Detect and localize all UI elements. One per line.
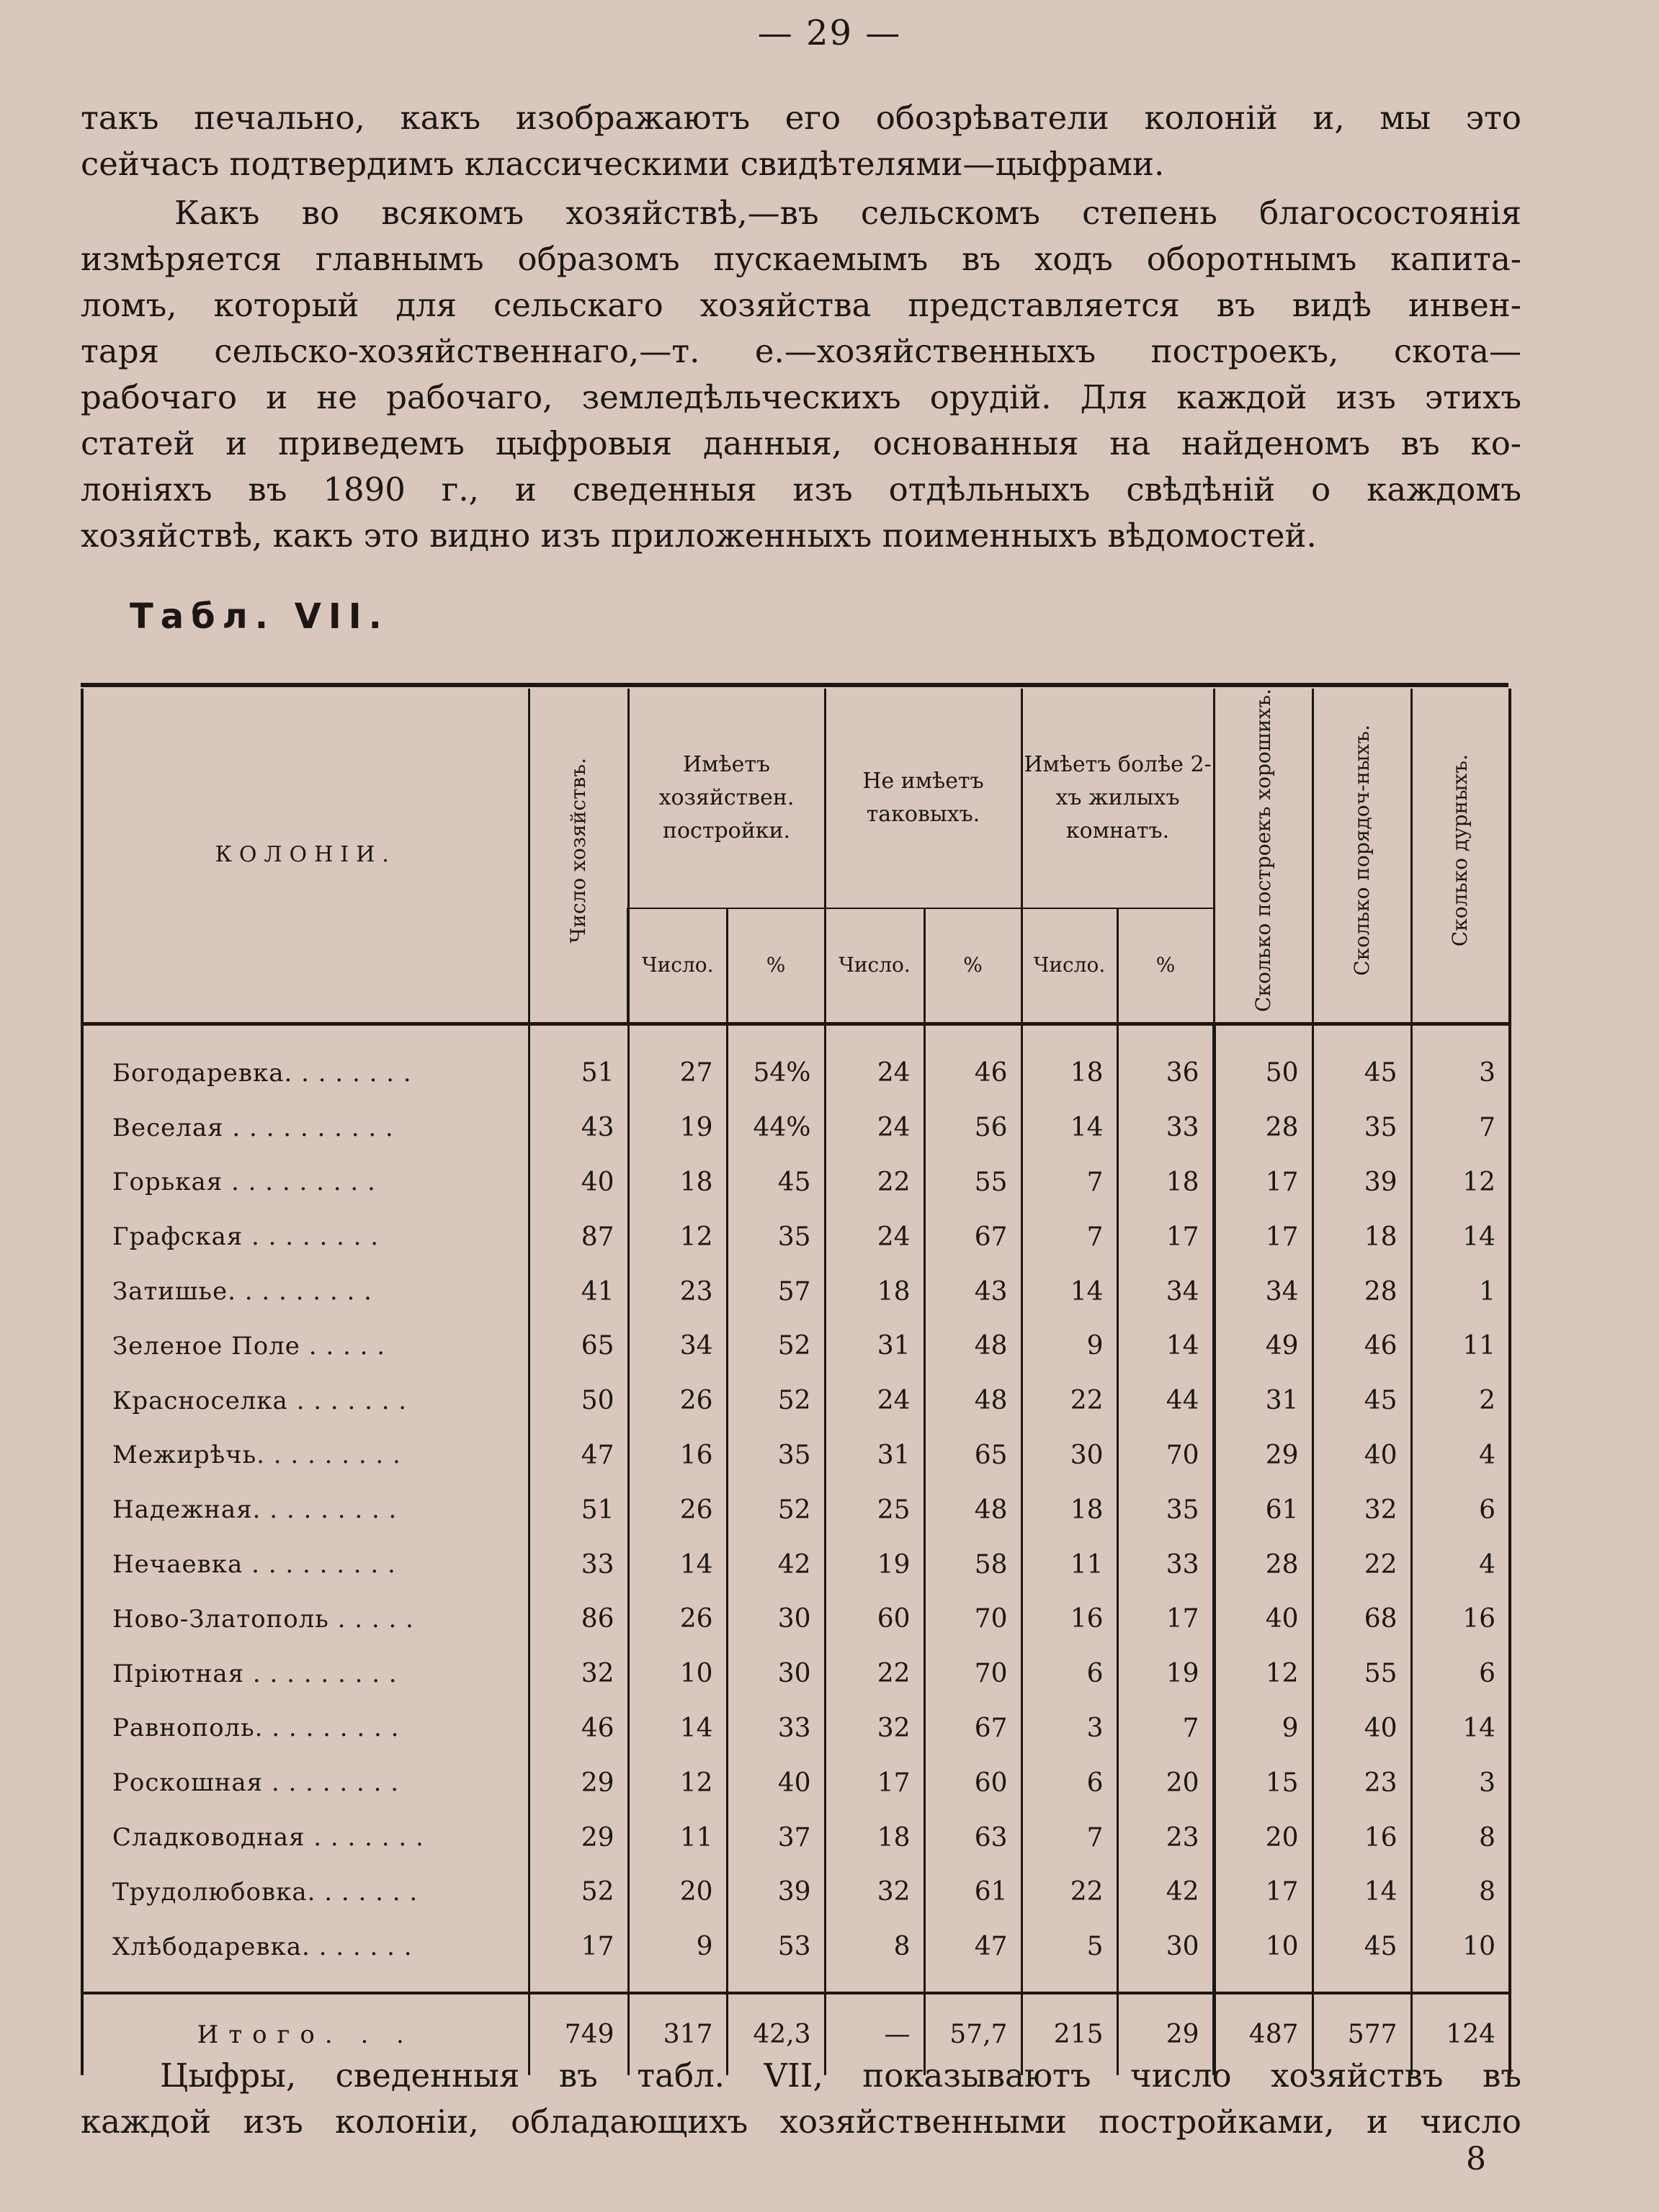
table-cell: 15 bbox=[1214, 1755, 1313, 1810]
table-cell: 41 bbox=[529, 1264, 628, 1319]
table-cell: 43 bbox=[924, 1264, 1021, 1319]
table-cell: 3 bbox=[1411, 1024, 1510, 1100]
table-cell: 31 bbox=[825, 1319, 924, 1374]
table-cell: 8 bbox=[1411, 1865, 1510, 1920]
table-cell: 45 bbox=[1313, 1374, 1411, 1428]
sub-percent-header: % bbox=[1117, 908, 1214, 1024]
table-cell: 23 bbox=[1313, 1755, 1411, 1810]
table-cell: 22 bbox=[825, 1647, 924, 1701]
sub-percent-header: % bbox=[727, 908, 825, 1024]
statistics-table bbox=[81, 689, 1511, 2075]
table-cell: 12 bbox=[628, 1209, 727, 1264]
table-cell: 70 bbox=[1117, 1428, 1214, 1483]
table-cell: 65 bbox=[924, 1428, 1021, 1483]
colony-name: Веселая . . . . . . . . . . bbox=[82, 1101, 529, 1155]
table-cell: 32 bbox=[529, 1647, 628, 1701]
table-cell: 17 bbox=[1117, 1592, 1214, 1647]
table-cell: 46 bbox=[1313, 1319, 1411, 1374]
table-cell: 22 bbox=[825, 1155, 924, 1210]
table-cell: 54% bbox=[727, 1024, 825, 1100]
table-cell: 48 bbox=[924, 1482, 1021, 1537]
table-cell: 58 bbox=[924, 1537, 1021, 1592]
table-cell: 14 bbox=[1021, 1101, 1117, 1155]
table-cell: 12 bbox=[1411, 1155, 1510, 1210]
table-cell: 14 bbox=[1313, 1865, 1411, 1920]
table-cell: 45 bbox=[1313, 1024, 1411, 1100]
table-cell: 2 bbox=[1411, 1374, 1510, 1428]
table-cell: 20 bbox=[1214, 1810, 1313, 1865]
table-cell: 30 bbox=[1021, 1428, 1117, 1483]
table-cell: 49 bbox=[1214, 1319, 1313, 1374]
colony-name: Богодаревка. . . . . . . . bbox=[82, 1024, 529, 1100]
table-cell: — bbox=[825, 1993, 924, 2075]
table-cell: 35 bbox=[727, 1209, 825, 1264]
table-cell: 36 bbox=[1117, 1024, 1214, 1100]
table-cell: 17 bbox=[1214, 1865, 1313, 1920]
table-cell: 22 bbox=[1021, 1374, 1117, 1428]
table-cell: 33 bbox=[1117, 1537, 1214, 1592]
table-cell: 43 bbox=[529, 1101, 628, 1155]
table-cell: 17 bbox=[1117, 1209, 1214, 1264]
table-cell: 7 bbox=[1411, 1101, 1510, 1155]
table-row bbox=[82, 1374, 1510, 1428]
table-cell: 47 bbox=[924, 1920, 1021, 1993]
colony-name: Зеленое Поле . . . . . bbox=[82, 1319, 529, 1374]
table-cell: 14 bbox=[1411, 1209, 1510, 1264]
table-cell: 46 bbox=[924, 1024, 1021, 1100]
table-cell: 52 bbox=[727, 1319, 825, 1374]
table-cell: 28 bbox=[1214, 1537, 1313, 1592]
households-header-text: Число хозяйствъ. bbox=[565, 757, 590, 944]
text-line: Цыфры, сведенныя въ табл. VII, показываютъ число хозяйствъ въ bbox=[160, 2056, 1521, 2095]
table-cell: 19 bbox=[1117, 1647, 1214, 1701]
table-cell: 18 bbox=[628, 1155, 727, 1210]
table-cell: 33 bbox=[727, 1701, 825, 1756]
more-rooms-header: Имѣетъ болѣе 2-хъ жилыхъ комнатъ. bbox=[1021, 689, 1214, 908]
table-cell: 8 bbox=[1411, 1810, 1510, 1865]
table-cell: 68 bbox=[1313, 1592, 1411, 1647]
table-cell: 20 bbox=[1117, 1755, 1214, 1810]
table-cell: 35 bbox=[1117, 1482, 1214, 1537]
table-cell: 34 bbox=[628, 1319, 727, 1374]
table-cell: 16 bbox=[1313, 1810, 1411, 1865]
table-cell: 6 bbox=[1411, 1647, 1510, 1701]
table-cell: 67 bbox=[924, 1209, 1021, 1264]
table-cell: 487 bbox=[1214, 1993, 1313, 2075]
statistics-table-container bbox=[81, 683, 1508, 2050]
table-row bbox=[82, 1209, 1510, 1264]
table-cell: 51 bbox=[529, 1482, 628, 1537]
table-cell: 26 bbox=[628, 1592, 727, 1647]
table-cell: 11 bbox=[628, 1810, 727, 1865]
table-cell: 14 bbox=[628, 1701, 727, 1756]
table-cell: 3 bbox=[1411, 1755, 1510, 1810]
colony-name: Межирѣчь. . . . . . . . . bbox=[82, 1428, 529, 1483]
table-cell: 14 bbox=[1021, 1264, 1117, 1319]
table-row bbox=[82, 1810, 1510, 1865]
table-cell: 61 bbox=[1214, 1482, 1313, 1537]
table-cell: 749 bbox=[529, 1993, 628, 2075]
table-cell: 86 bbox=[529, 1592, 628, 1647]
table-cell: 20 bbox=[628, 1865, 727, 1920]
table-cell: 32 bbox=[825, 1701, 924, 1756]
table-cell: 14 bbox=[628, 1537, 727, 1592]
text-line: рабочаго и не рабочаго, земледѣльческихъ орудій. Для каждой изъ этихъ bbox=[81, 378, 1521, 416]
table-cell: 9 bbox=[1021, 1319, 1117, 1374]
text-line: каждой изъ колоніи, обладающихъ хозяйственными постройками, и число bbox=[81, 2103, 1521, 2141]
bad-buildings-header bbox=[1411, 689, 1510, 1024]
colony-name: Роскошная . . . . . . . . bbox=[82, 1755, 529, 1810]
table-row bbox=[82, 1319, 1510, 1374]
table-cell: 7 bbox=[1021, 1810, 1117, 1865]
text-line: хозяйствѣ, какъ это видно изъ приложенныхъ поименныхъ вѣдомостей. bbox=[81, 516, 1317, 555]
colony-name: Надежная. . . . . . . . . bbox=[82, 1482, 529, 1537]
table-cell: 11 bbox=[1411, 1319, 1510, 1374]
table-cell: 17 bbox=[529, 1920, 628, 1993]
table-row bbox=[82, 1865, 1510, 1920]
table-cell: 50 bbox=[1214, 1024, 1313, 1100]
table-cell: 16 bbox=[628, 1428, 727, 1483]
not-have-header: Не имѣетъ таковыхъ. bbox=[825, 689, 1021, 908]
table-cell: 18 bbox=[1021, 1482, 1117, 1537]
table-cell: 29 bbox=[1117, 1993, 1214, 2075]
table-cell: 17 bbox=[825, 1755, 924, 1810]
decent-buildings-header-text: Сколько порядоч-ныхъ. bbox=[1349, 725, 1374, 976]
table-cell: 87 bbox=[529, 1209, 628, 1264]
table-cell: 11 bbox=[1021, 1537, 1117, 1592]
table-cell: 22 bbox=[1313, 1537, 1411, 1592]
bad-buildings-header-text: Сколько дурныхъ. bbox=[1448, 753, 1472, 947]
colony-name: Сладководная . . . . . . . bbox=[82, 1810, 529, 1865]
table-cell: 44 bbox=[1117, 1374, 1214, 1428]
table-cell: 29 bbox=[529, 1810, 628, 1865]
table-cell: 67 bbox=[924, 1701, 1021, 1756]
table-cell: 27 bbox=[628, 1024, 727, 1100]
table-cell: 31 bbox=[1214, 1374, 1313, 1428]
table-cell: 24 bbox=[825, 1374, 924, 1428]
table-cell: 52 bbox=[529, 1865, 628, 1920]
table-cell: 7 bbox=[1117, 1701, 1214, 1756]
table-cell: 42 bbox=[1117, 1865, 1214, 1920]
table-cell: 34 bbox=[1117, 1264, 1214, 1319]
table-cell: 63 bbox=[924, 1810, 1021, 1865]
table-cell: 14 bbox=[1117, 1319, 1214, 1374]
text-line: такъ печально, какъ изображаютъ его обозрѣватели колоній и, мы это bbox=[81, 99, 1521, 137]
table-cell: 577 bbox=[1313, 1993, 1411, 2075]
table-cell: 40 bbox=[529, 1155, 628, 1210]
table-cell: 16 bbox=[1411, 1592, 1510, 1647]
table-cell: 33 bbox=[1117, 1101, 1214, 1155]
table-cell: 17 bbox=[1214, 1155, 1313, 1210]
table-cell: 45 bbox=[1313, 1920, 1411, 1993]
table-cell: 12 bbox=[1214, 1647, 1313, 1701]
text-line: статей и приведемъ цыфровыя данныя, основанныя на найденомъ въ ко- bbox=[81, 424, 1521, 462]
table-cell: 9 bbox=[628, 1920, 727, 1993]
colony-name: Ново-Златополь . . . . . bbox=[82, 1592, 529, 1647]
text-line: таря сельско-хозяйственнаго,—т. е.—хозяйственныхъ построекъ, скота— bbox=[81, 332, 1521, 370]
table-cell: 51 bbox=[529, 1024, 628, 1100]
table-cell: 18 bbox=[1117, 1155, 1214, 1210]
table-cell: 47 bbox=[529, 1428, 628, 1483]
table-cell: 12 bbox=[628, 1755, 727, 1810]
table-top-rule bbox=[81, 683, 1508, 687]
body-paragraph bbox=[81, 190, 1521, 559]
table-cell: 24 bbox=[825, 1101, 924, 1155]
table-cell: 6 bbox=[1411, 1482, 1510, 1537]
good-buildings-header-text: Сколько построекъ хорошихъ. bbox=[1251, 689, 1275, 1012]
table-row bbox=[82, 1155, 1510, 1210]
table-cell: 70 bbox=[924, 1592, 1021, 1647]
colony-name: Горькая . . . . . . . . . bbox=[82, 1155, 529, 1210]
table-cell: 124 bbox=[1411, 1993, 1510, 2075]
colony-name: Затишье. . . . . . . . . bbox=[82, 1264, 529, 1319]
table-header bbox=[82, 689, 1510, 1024]
table-cell: 9 bbox=[1214, 1701, 1313, 1756]
table-cell: 23 bbox=[628, 1264, 727, 1319]
table-cell: 35 bbox=[1313, 1101, 1411, 1155]
table-cell: 57,7 bbox=[924, 1993, 1021, 2075]
signature-mark: 8 bbox=[1466, 2141, 1486, 2177]
table-cell: 53 bbox=[727, 1920, 825, 1993]
table-cell: 30 bbox=[727, 1592, 825, 1647]
table-cell: 5 bbox=[1021, 1920, 1117, 1993]
table-cell: 32 bbox=[1313, 1482, 1411, 1537]
good-buildings-header bbox=[1214, 689, 1313, 1024]
table-cell: 6 bbox=[1021, 1647, 1117, 1701]
table-cell: 19 bbox=[628, 1101, 727, 1155]
table-cell: 25 bbox=[825, 1482, 924, 1537]
table-cell: 19 bbox=[825, 1537, 924, 1592]
table-body bbox=[82, 1024, 1510, 2074]
have-buildings-header: Имѣетъ хозяйствен. постройки. bbox=[628, 689, 825, 908]
table-cell: 40 bbox=[1214, 1592, 1313, 1647]
colony-name: Пріютная . . . . . . . . . bbox=[82, 1647, 529, 1701]
table-cell: 35 bbox=[727, 1428, 825, 1483]
table-cell: 39 bbox=[727, 1865, 825, 1920]
table-cell: 3 bbox=[1021, 1701, 1117, 1756]
table-cell: 52 bbox=[727, 1374, 825, 1428]
table-cell: 18 bbox=[1313, 1209, 1411, 1264]
table-cell: 317 bbox=[628, 1993, 727, 2075]
table-cell: 33 bbox=[529, 1537, 628, 1592]
table-cell: 30 bbox=[1117, 1920, 1214, 1993]
table-cell: 26 bbox=[628, 1374, 727, 1428]
table-cell: 4 bbox=[1411, 1537, 1510, 1592]
table-cell: 18 bbox=[825, 1264, 924, 1319]
decent-buildings-header bbox=[1313, 689, 1411, 1024]
table-row bbox=[82, 1537, 1510, 1592]
sub-number-header: Число. bbox=[825, 908, 924, 1024]
table-cell: 24 bbox=[825, 1024, 924, 1100]
table-cell: 57 bbox=[727, 1264, 825, 1319]
table-cell: 48 bbox=[924, 1319, 1021, 1374]
table-cell: 18 bbox=[1021, 1024, 1117, 1100]
colony-name: Графская . . . . . . . . bbox=[82, 1209, 529, 1264]
table-cell: 40 bbox=[1313, 1428, 1411, 1483]
table-cell: 17 bbox=[1214, 1209, 1313, 1264]
table-cell: 34 bbox=[1214, 1264, 1313, 1319]
table-row bbox=[82, 1428, 1510, 1483]
table-cell: 61 bbox=[924, 1865, 1021, 1920]
table-row bbox=[82, 1920, 1510, 1993]
table-cell: 48 bbox=[924, 1374, 1021, 1428]
text-line: измѣряется главнымъ образомъ пускаемымъ въ ходъ оборотнымъ капита- bbox=[81, 240, 1521, 278]
text-line: лоніяхъ въ 1890 г., и сведенныя изъ отдѣльныхъ свѣдѣній о каждомъ bbox=[81, 470, 1521, 509]
table-row bbox=[82, 1755, 1510, 1810]
table-cell: 10 bbox=[628, 1647, 727, 1701]
intro-paragraph bbox=[81, 95, 1521, 187]
table-cell: 24 bbox=[825, 1209, 924, 1264]
text-line: сейчасъ подтвердимъ классическими свидѣтелями—цыфрами. bbox=[81, 145, 1165, 183]
total-label: Итого. . . bbox=[82, 1993, 529, 2075]
table-cell: 14 bbox=[1411, 1701, 1510, 1756]
table-cell: 29 bbox=[1214, 1428, 1313, 1483]
table-cell: 40 bbox=[727, 1755, 825, 1810]
table-cell: 7 bbox=[1021, 1209, 1117, 1264]
table-cell: 4 bbox=[1411, 1428, 1510, 1483]
table-cell: 10 bbox=[1411, 1920, 1510, 1993]
colony-name: Хлѣбодаревка. . . . . . . bbox=[82, 1920, 529, 1993]
table-cell: 30 bbox=[727, 1647, 825, 1701]
table-cell: 55 bbox=[1313, 1647, 1411, 1701]
table-cell: 215 bbox=[1021, 1993, 1117, 2075]
text-line: Какъ во всякомъ хозяйствѣ,—въ сельскомъ степень благосостоянія bbox=[174, 194, 1521, 232]
table-cell: 50 bbox=[529, 1374, 628, 1428]
table-cell: 29 bbox=[529, 1755, 628, 1810]
table-cell: 60 bbox=[924, 1755, 1021, 1810]
table-row bbox=[82, 1647, 1510, 1701]
table-cell: 6 bbox=[1021, 1755, 1117, 1810]
table-row bbox=[82, 1101, 1510, 1155]
sub-number-header: Число. bbox=[628, 908, 727, 1024]
table-cell: 45 bbox=[727, 1155, 825, 1210]
table-cell: 37 bbox=[727, 1810, 825, 1865]
households-header bbox=[529, 689, 628, 1024]
colonies-header: КОЛОНІИ. bbox=[82, 689, 529, 1024]
closing-paragraph bbox=[81, 2053, 1521, 2145]
table-cell: 18 bbox=[825, 1810, 924, 1865]
table-cell: 56 bbox=[924, 1101, 1021, 1155]
text-line: ломъ, который для сельскаго хозяйства представляется въ видѣ инвен- bbox=[81, 286, 1521, 324]
sub-percent-header: % bbox=[924, 908, 1021, 1024]
table-caption: Табл. VII. bbox=[130, 596, 389, 637]
page-number: — 29 — bbox=[757, 13, 902, 53]
table-cell: 39 bbox=[1313, 1155, 1411, 1210]
colony-name: Равнополь. . . . . . . . . bbox=[82, 1701, 529, 1756]
table-row bbox=[82, 1592, 1510, 1647]
table-row bbox=[82, 1482, 1510, 1537]
table-cell: 22 bbox=[1021, 1865, 1117, 1920]
table-row bbox=[82, 1024, 1510, 1100]
table-cell: 28 bbox=[1214, 1101, 1313, 1155]
table-row bbox=[82, 1701, 1510, 1756]
table-cell: 46 bbox=[529, 1701, 628, 1756]
colony-name: Трудолюбовка. . . . . . . bbox=[82, 1865, 529, 1920]
colony-name: Красноселка . . . . . . . bbox=[82, 1374, 529, 1428]
table-cell: 7 bbox=[1021, 1155, 1117, 1210]
table-cell: 42 bbox=[727, 1537, 825, 1592]
colony-name: Нечаевка . . . . . . . . . bbox=[82, 1537, 529, 1592]
table-cell: 28 bbox=[1313, 1264, 1411, 1319]
table-cell: 70 bbox=[924, 1647, 1021, 1701]
table-cell: 55 bbox=[924, 1155, 1021, 1210]
table-cell: 44% bbox=[727, 1101, 825, 1155]
table-cell: 10 bbox=[1214, 1920, 1313, 1993]
table-cell: 60 bbox=[825, 1592, 924, 1647]
table-cell: 1 bbox=[1411, 1264, 1510, 1319]
table-cell: 8 bbox=[825, 1920, 924, 1993]
table-cell: 26 bbox=[628, 1482, 727, 1537]
table-cell: 23 bbox=[1117, 1810, 1214, 1865]
table-cell: 65 bbox=[529, 1319, 628, 1374]
table-cell: 42,3 bbox=[727, 1993, 825, 2075]
table-cell: 32 bbox=[825, 1865, 924, 1920]
table-row bbox=[82, 1264, 1510, 1319]
table-cell: 52 bbox=[727, 1482, 825, 1537]
sub-number-header: Число. bbox=[1021, 908, 1117, 1024]
table-cell: 31 bbox=[825, 1428, 924, 1483]
table-cell: 16 bbox=[1021, 1592, 1117, 1647]
table-cell: 40 bbox=[1313, 1701, 1411, 1756]
